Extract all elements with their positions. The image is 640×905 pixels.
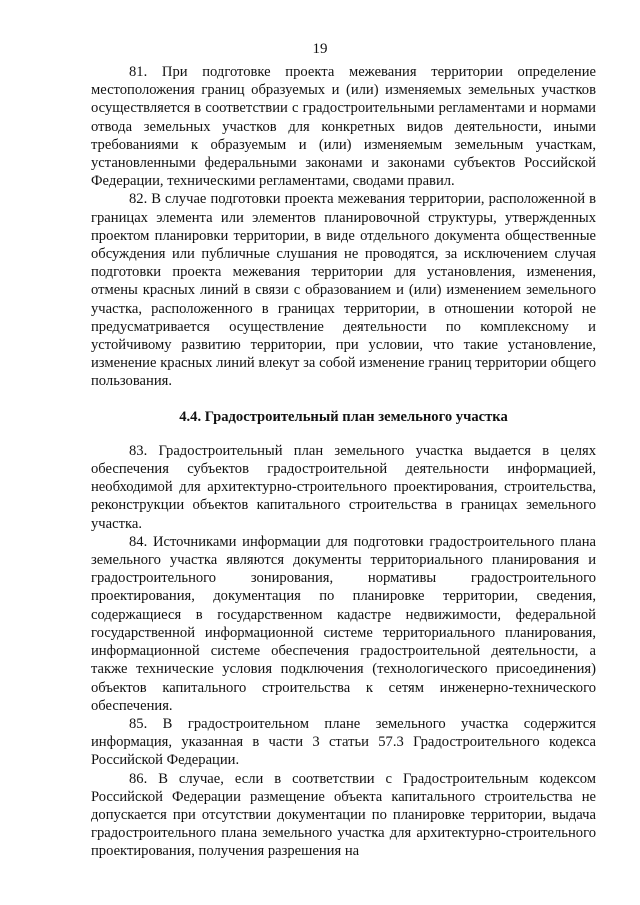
paragraph-82: 82. В случае подготовки проекта межевания территории, расположенной в границах элемента или элементов планировочной структуры, утвержденных проектом планировки территории, в виде отдельного документа общественные обсуждения или публичные слушания не проводятся, за исключением случая подготовки проекта межевания территории для установления, изменения, отмены красных линий в связи с образованием и (или) изменением земельного участка, расположенного в границах территории, в отношении которой не предусматривается осуществление деятельности по комплексному и устойчивому развитию территории, при условии, что такие установление, изменение красных линий влекут за собой изменение границ территории общего пользования. [91, 191, 596, 390]
page-number: 19 [312, 41, 328, 57]
paragraph-85: 85. В градостроительном плане земельного участка содержится информация, указанная в части 3 статьи 57.3 Градостроительного кодекса Российской Федерации. [91, 715, 596, 769]
paragraph-83: 83. Градостроительный план земельного участка выдается в целях обеспечения субъектов градостроительной деятельности информацией, необходимой для архитектурно-строительного проектирования, строительства, реконструкции объектов капитального строительства в границах земельного участка. [91, 442, 596, 532]
section-heading: 4.4. Градостроительный план земельного участка [179, 408, 508, 425]
paragraph-84: 84. Источниками информации для подготовки градостроительного плана земельного участка являются документы территориального планирования и градостроительного зонирования, нормативы градостроительного проектирования, документация по планировке территории, сведения, содержащиеся в государственном кадастре недвижимости, федеральной государственной информационной системе территориального планирования, информационной системе обеспечения градостроительной деятельности, а также технические условия подключения (технологического присоединения) объектов капитального строительства к сетям инженерно-технического обеспечения. [91, 533, 596, 714]
paragraph-86: 86. В случае, если в соответствии с Градостроительным кодексом Российской Федерации размещение объекта капитального строительства не допускается при отсутствии документации по планировке территории, выдача градостроительного плана земельного участка для архитектурно-строительного проектирования, получения разрешения на [91, 770, 596, 860]
document-body [91, 63, 596, 861]
paragraph-81: 81. При подготовке проекта межевания территории определение местоположения границ образуемых и (или) изменяемых земельных участков осуществляется в соответствии с градостроительными регламентами и нормами отвода земельных участков для конкретных видов деятельности, иными требованиями к образуемым и (или) изменяемым земельным участкам, установленными федеральными законами и законами субъектов Российской Федерации, техническими регламентами, сводами правил. [91, 64, 596, 190]
